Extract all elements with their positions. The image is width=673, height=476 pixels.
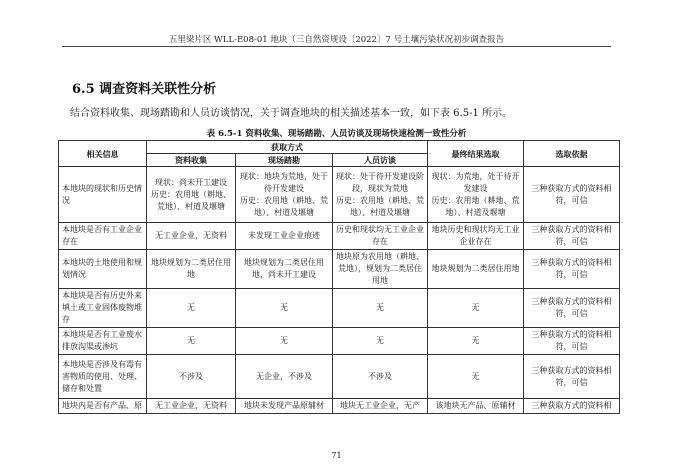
table-row [59,355,620,399]
header-basis: 选取依据 [524,141,620,167]
cell-collection: 无工业企业，无资料 [147,223,236,250]
header-method: 获取方式 [147,141,428,154]
cell-final-result: 无 [428,328,524,355]
row-info: 地块内是否有产品、原 [59,399,147,414]
cell-collection: 地块规划为二类居住用地 [147,250,236,289]
cell-collection: 无工业企业，无资料 [147,399,236,414]
cell-site-survey: 地块未发现产品原辅材 [236,399,333,414]
consistency-table [58,140,620,414]
cell-basis: 三种获取方式的资料相符，可信 [524,289,620,328]
cell-site-survey: 现状：地块为荒地，处于待开发建设 历史：农用地（耕地、荒地）、村道及堰塘 [236,167,333,223]
table-row [59,250,620,289]
cell-site-survey: 无 [236,328,333,355]
table-row [59,328,620,355]
table-caption: 表 6.5-1 资料收集、现场踏勘、人员访谈及现场快速检测一致性分析 [206,129,467,139]
running-header: 五里梁片区 WLL-E08-01 地块（三自然资规设〔2022〕7 号土壤污染状况初步调查报告 [168,35,505,45]
row-info: 本地块是否有工业企业存在 [59,223,147,250]
intro-paragraph: 结合资料收集、现场踏勘和人员访谈情况，关于调查地块的相关描述基本一致，如下表 6.5-1 所示。 [70,108,513,119]
cell-collection: 现状：尚未开工建设 历史：农用地（耕地、荒地）、村道及堰塘 [147,167,236,223]
cell-interview: 无 [333,289,428,328]
row-info: 本地块是否有工业废水排放沟渠或渗坑 [59,328,147,355]
header-related-info: 相关信息 [59,141,147,167]
cell-site-survey: 无企业，不涉及 [236,355,333,399]
table-body [59,167,620,414]
cell-interview: 地块无工业企业，无产 [333,399,428,414]
cell-basis: 三种获取方式的资料相符，可信 [524,355,620,399]
row-info: 本地块是否有历史外来填土或工业固体废物堆存 [59,289,147,328]
cell-final-result: 现状：为荒地，处于待开发建设 历史：农用地（耕地、荒地）、村道及堰塘 [428,167,524,223]
page-number: 71 [331,451,342,460]
cell-final-result: 地块历史和现状均无工业企业存在 [428,223,524,250]
table-row [59,223,620,250]
cell-basis: 三种获取方式的资料相 [524,399,620,414]
header-site-survey: 现场踏勘 [236,154,333,167]
cell-basis: 三种获取方式的资料相符，可信 [524,167,620,223]
cell-basis: 三种获取方式的资料相符，可信 [524,223,620,250]
header-collection: 资料收集 [147,154,236,167]
cell-collection: 不涉及 [147,355,236,399]
header-interview: 人员访谈 [333,154,428,167]
cell-final-result: 无 [428,355,524,399]
section-title: 6.5 调查资料关联性分析 [72,82,217,97]
cell-interview: 无 [333,328,428,355]
row-info: 本地块是否涉及有毒有害物质的使用、处理、储存和处置 [59,355,147,399]
cell-basis: 三种获取方式的资料相符，可信 [524,250,620,289]
row-info: 本地块的土地使用和规划情况 [59,250,147,289]
cell-interview: 历史和现状均无工业企业存在 [333,223,428,250]
header-final-result: 最终结果选取 [428,141,524,167]
cell-final-result: 无 [428,289,524,328]
cell-site-survey: 未发现工业企业痕迹 [236,223,333,250]
cell-final-result: 该地块无产品、原辅材 [428,399,524,414]
cell-interview: 地块原为农用地（耕地、荒地），规划为二类居住用地 [333,250,428,289]
cell-basis: 三种获取方式的资料相符，可信 [524,328,620,355]
cell-collection: 无 [147,289,236,328]
header-rule [62,46,611,47]
cell-collection: 无 [147,328,236,355]
cell-final-result: 地块规划为二类居住用地 [428,250,524,289]
table-row [59,289,620,328]
table-row [59,399,620,414]
cell-interview: 现状：处于待开发建设阶段，现状为荒地 历史：农用地（耕地、荒地）、村道及堰塘 [333,167,428,223]
cell-site-survey: 无 [236,289,333,328]
cell-site-survey: 地块规划为二类居住用地，尚未开工建设 [236,250,333,289]
cell-interview: 不涉及 [333,355,428,399]
row-info: 本地块的现状和历史情况 [59,167,147,223]
table-row [59,167,620,223]
